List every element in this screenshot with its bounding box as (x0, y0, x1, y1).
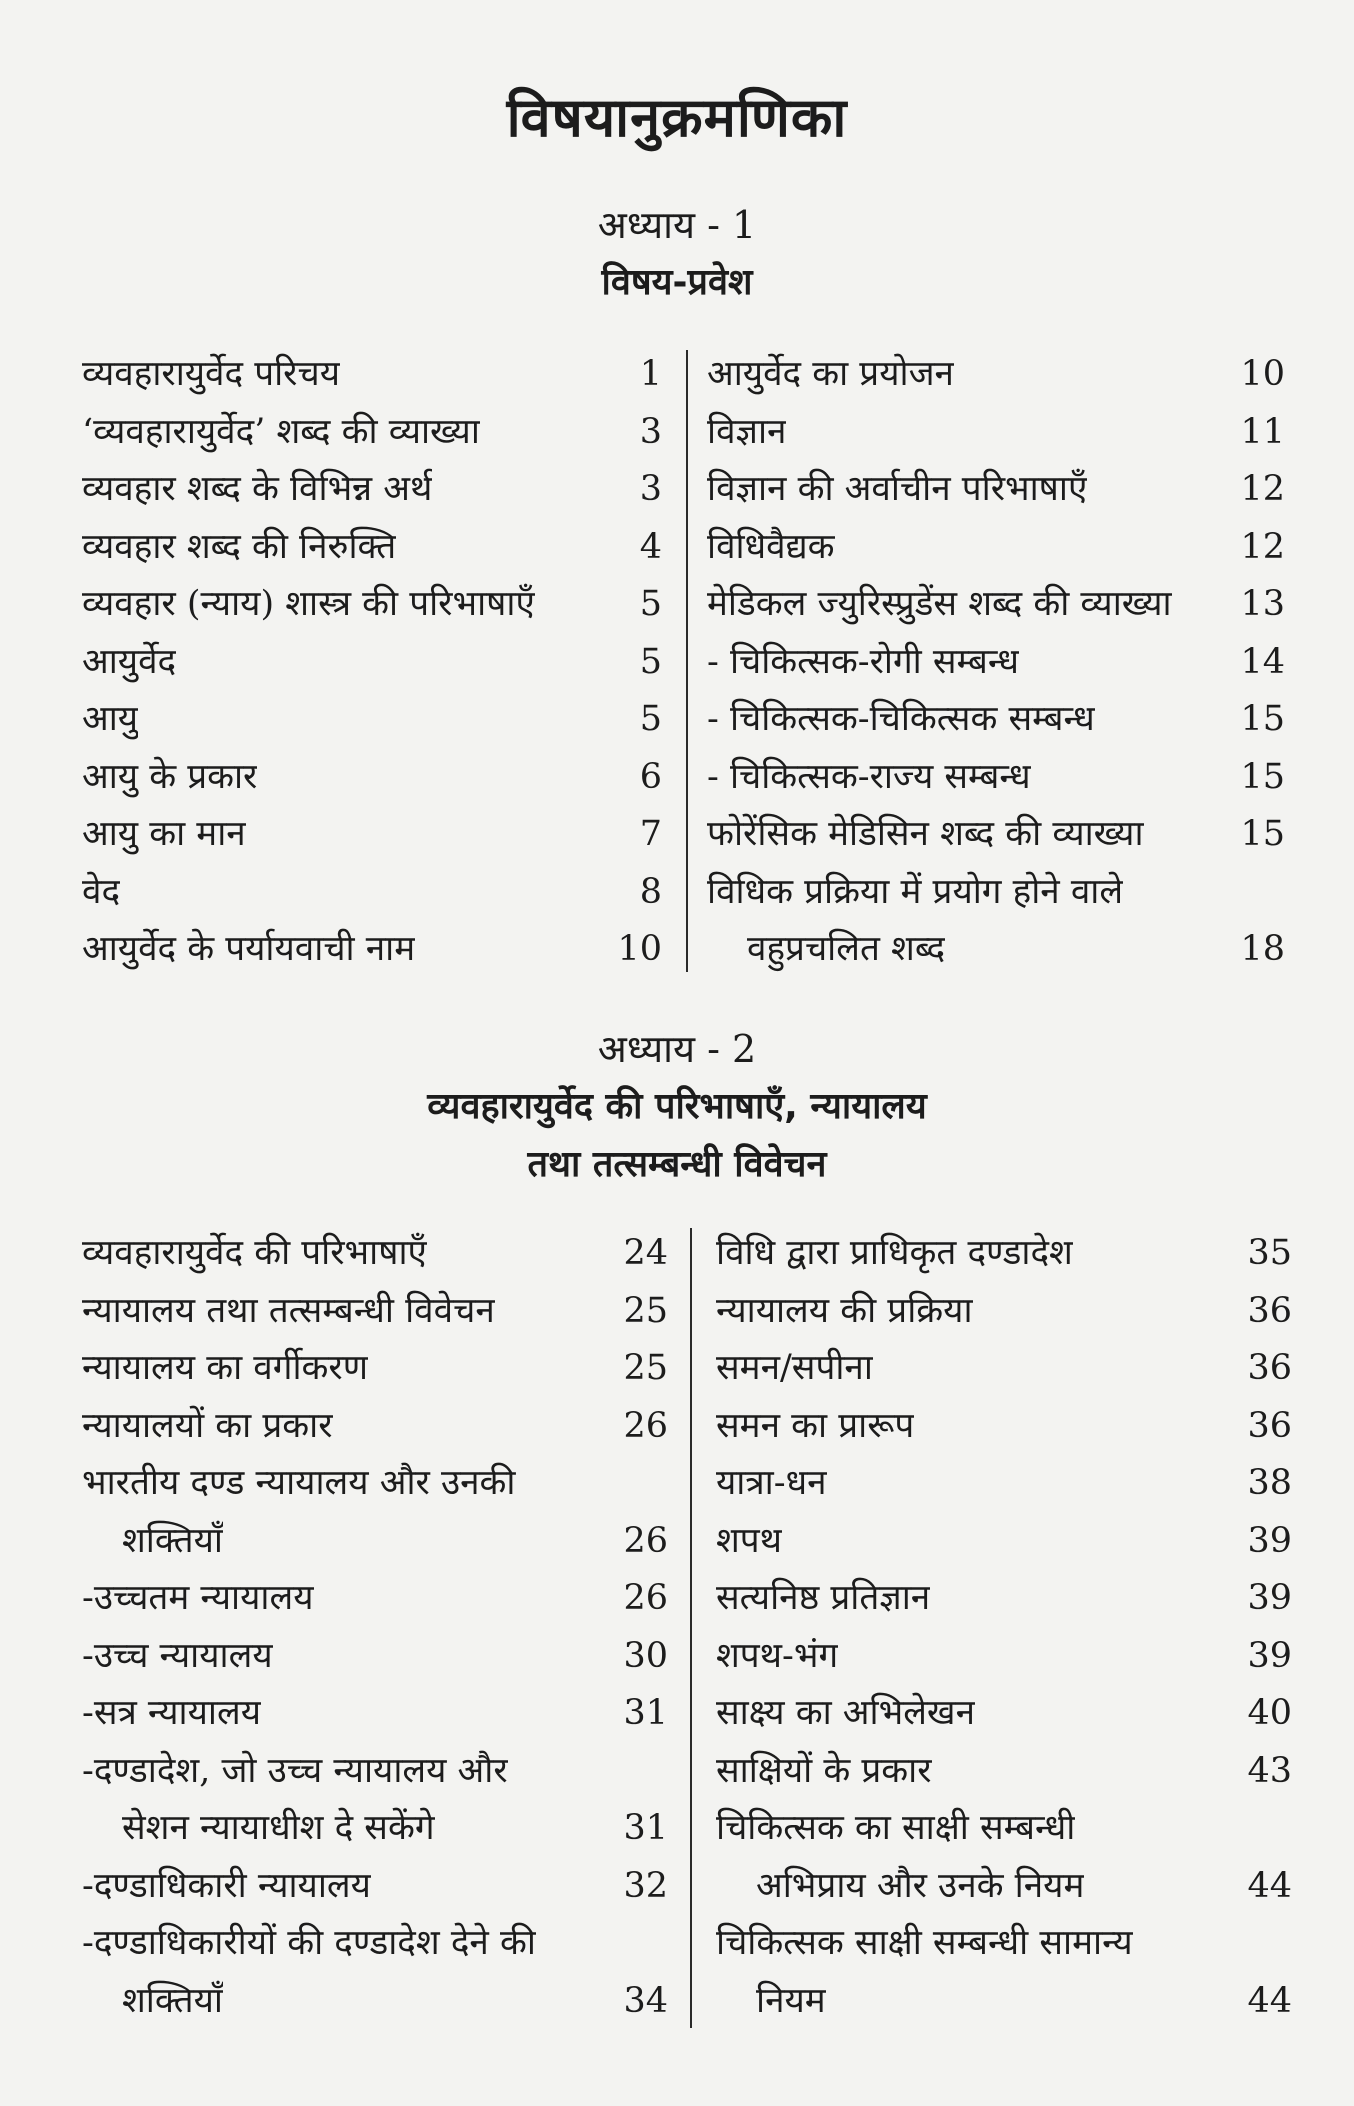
toc-entry (707, 921, 1285, 979)
toc-entry-page: 15 (1240, 814, 1285, 854)
toc-entry-page: 39 (1247, 1578, 1292, 1618)
toc-entry-page: 5 (639, 699, 662, 739)
toc-entry (716, 1570, 1292, 1628)
toc-entry-title: चिकित्सक का साक्षी सम्बन्धी (716, 1808, 1076, 1848)
toc-entry (82, 806, 662, 864)
toc-entry-title: -सत्र न्यायालय (82, 1693, 262, 1733)
toc-entry-page: 25 (623, 1290, 668, 1331)
toc-entry (82, 1455, 668, 1513)
toc-entry-title: आयु (82, 699, 139, 739)
toc-entry (716, 1513, 1292, 1571)
chapter-title: तथा तत्सम्बन्धी विवेचन (527, 1144, 827, 1185)
toc-entry-page: 12 (1240, 526, 1285, 567)
chapter-2-heading (0, 1020, 1354, 1194)
toc-entry-page: 32 (623, 1865, 668, 1906)
toc-entry (82, 1513, 668, 1571)
chapter-2-left-column (82, 1225, 668, 2030)
toc-entry-title: -दण्डादेश, जो उच्च न्यायालय और (82, 1750, 508, 1791)
toc-entry-title: -उच्च न्यायालय (82, 1635, 273, 1676)
toc-entry-page: 39 (1247, 1520, 1292, 1561)
toc-entry (716, 1685, 1292, 1743)
toc-entry-title: व्यवहार शब्द के विभिन्न अर्थ (82, 469, 433, 509)
toc-entry (82, 1800, 668, 1858)
toc-entry-page: 39 (1247, 1635, 1292, 1676)
toc-entry-page: 25 (623, 1348, 668, 1388)
toc-entry (716, 1283, 1292, 1341)
toc-entry-title: साक्ष्य का अभिलेखन (716, 1693, 975, 1733)
toc-entry (716, 1915, 1292, 1973)
toc-entry-page: 26 (623, 1405, 668, 1446)
toc-entry-page: 43 (1247, 1750, 1292, 1791)
chapter-title: विषय-प्रवेश (601, 262, 753, 303)
toc-entry-page: 15 (1240, 756, 1285, 797)
toc-entry-title: फोरेंसिक मेडिसिन शब्द की व्याख्या (707, 814, 1144, 854)
toc-entry-title: भारतीय दण्ड न्यायालय और उनकी (82, 1463, 516, 1503)
toc-entry (82, 346, 662, 404)
toc-entry-title: शक्तियाँ (122, 1980, 223, 2021)
toc-entry-title: -दण्डाधिकारी न्यायालय (82, 1865, 371, 1906)
toc-entry-title: व्यवहार शब्द की निरुक्ति (82, 526, 397, 567)
toc-entry-title: समन/सपीना (716, 1348, 873, 1388)
toc-entry (707, 749, 1285, 807)
toc-entry (82, 1858, 668, 1916)
toc-entry-title: - चिकित्सक-राज्य सम्बन्ध (707, 756, 1031, 797)
toc-entry-title: शक्तियाँ (122, 1520, 223, 1561)
toc-entry-title: चिकित्सक साक्षी सम्बन्धी सामान्य (716, 1923, 1133, 1963)
toc-entry-title: समन का प्रारूप (716, 1405, 915, 1446)
toc-entry (716, 1340, 1292, 1398)
toc-entry-page: 5 (639, 641, 662, 682)
toc-entry-title: शपथ (716, 1520, 783, 1561)
toc-entry-title: साक्षियों के प्रकार (716, 1750, 932, 1791)
toc-entry (707, 519, 1285, 577)
chapter-2-right-column (716, 1225, 1292, 2030)
toc-entry-page: 26 (623, 1520, 668, 1561)
toc-entry (82, 461, 662, 519)
toc-entry (82, 749, 662, 807)
toc-entry (82, 576, 662, 634)
toc-entry (707, 806, 1285, 864)
toc-entry (707, 691, 1285, 749)
toc-entry-title: सत्यनिष्ठ प्रतिज्ञान (716, 1578, 931, 1618)
toc-entry-title: व्यवहारायुर्वेद की परिभाषाएँ (82, 1233, 427, 1273)
column-divider (686, 350, 688, 972)
toc-entry-page: 3 (639, 411, 662, 452)
toc-entry (82, 1570, 668, 1628)
toc-entry (82, 1915, 668, 1973)
toc-entry (82, 1340, 668, 1398)
toc-entry (82, 691, 662, 749)
toc-entry (716, 1455, 1292, 1513)
toc-entry-page: 36 (1247, 1348, 1292, 1388)
toc-entry-page: 14 (1240, 641, 1285, 682)
toc-entry (707, 461, 1285, 519)
toc-entry-title: आयुर्वेद का प्रयोजन (707, 354, 954, 394)
toc-entry-title: आयु का मान (82, 814, 246, 854)
chapter-1-heading (0, 196, 1354, 312)
toc-entry (716, 1858, 1292, 1916)
toc-entry-title: आयुर्वेद (82, 641, 177, 682)
toc-entry-title: आयुर्वेद के पर्यायवाची नाम (82, 929, 416, 969)
toc-entry-title: आयु के प्रकार (82, 756, 258, 797)
page-title: विषयानुक्रमणिका (506, 86, 848, 149)
toc-entry-page: 30 (623, 1635, 668, 1676)
toc-entry-page: 36 (1247, 1290, 1292, 1331)
toc-entry-page: 11 (1240, 411, 1285, 452)
toc-entry-title: विज्ञान (707, 411, 787, 452)
toc-entry-title: विधिवैद्यक (707, 526, 835, 567)
toc-entry-title: सेशन न्यायाधीश दे सकेंगे (122, 1808, 435, 1848)
chapter-1-right-column (707, 346, 1285, 979)
toc-entry-page: 13 (1240, 584, 1285, 624)
chapter-label: अध्याय - 2 (597, 1027, 757, 1071)
toc-entry (82, 519, 662, 577)
toc-entry-title: न्यायालयों का प्रकार (82, 1405, 333, 1446)
toc-entry-page: 3 (639, 469, 662, 509)
toc-entry-title: यात्रा-धन (716, 1463, 827, 1503)
chapter-1-left-column (82, 346, 662, 979)
toc-entry-title: न्यायालय की प्रक्रिया (716, 1290, 973, 1331)
toc-entry-page: 5 (639, 584, 662, 624)
toc-entry-title: वहुप्रचलित शब्द (747, 929, 946, 969)
toc-entry-page: 34 (623, 1980, 668, 2021)
toc-entry-title: -दण्डाधिकारीयों की दण्डादेश देने की (82, 1923, 536, 1963)
toc-entry (716, 1628, 1292, 1686)
toc-entry (82, 1225, 668, 1283)
toc-entry (82, 634, 662, 692)
toc-entry (707, 576, 1285, 634)
toc-entry-page: 15 (1240, 699, 1285, 739)
toc-entry (707, 404, 1285, 462)
chapter-label: अध्याय - 1 (597, 203, 757, 247)
toc-entry (716, 1398, 1292, 1456)
toc-entry-title: विधि द्वारा प्राधिकृत दण्डादेश (716, 1233, 1073, 1273)
toc-entry-page: 31 (623, 1693, 668, 1733)
toc-entry-page: 6 (639, 756, 662, 797)
toc-entry-page: 31 (623, 1808, 668, 1848)
toc-entry-page: 12 (1240, 469, 1285, 509)
toc-entry (707, 864, 1285, 922)
toc-entry-page: 10 (617, 929, 662, 969)
chapter-title: व्यवहारायुर्वेद की परिभाषाएँ, न्यायालय (427, 1086, 927, 1127)
toc-entry (716, 1800, 1292, 1858)
toc-entry (82, 404, 662, 462)
toc-entry (82, 1973, 668, 2031)
toc-entry (82, 1398, 668, 1456)
toc-entry-title: विज्ञान की अर्वाचीन परिभाषाएँ (707, 469, 1088, 509)
toc-entry-title: व्यवहार (न्याय) शास्त्र की परिभाषाएँ (82, 584, 535, 624)
toc-entry-title: अभिप्राय और उनके नियम (756, 1865, 1085, 1906)
toc-entry-title: विधिक प्रक्रिया में प्रयोग होने वाले (707, 871, 1124, 912)
toc-entry-title: ‘व्यवहारायुर्वेद’ शब्द की व्याख्या (82, 411, 480, 452)
toc-entry-page: 24 (623, 1233, 668, 1273)
toc-entry-title: व्यवहारायुर्वेद परिचय (82, 354, 341, 394)
toc-entry-title: -उच्चतम न्यायालय (82, 1578, 314, 1618)
toc-entry-page: 44 (1247, 1980, 1292, 2021)
toc-entry-page: 7 (639, 814, 662, 854)
toc-entry-page: 44 (1247, 1865, 1292, 1906)
toc-entry-title: - चिकित्सक-रोगी सम्बन्ध (707, 641, 1020, 682)
toc-entry-page: 10 (1240, 354, 1285, 394)
toc-entry-page: 26 (623, 1578, 668, 1618)
toc-entry-title: - चिकित्सक-चिकित्सक सम्बन्ध (707, 699, 1095, 739)
toc-entry (82, 1685, 668, 1743)
toc-entry-page: 4 (639, 526, 662, 567)
toc-entry (716, 1973, 1292, 2031)
toc-entry (82, 864, 662, 922)
toc-entry (82, 1628, 668, 1686)
column-divider (690, 1228, 692, 2028)
toc-entry (707, 346, 1285, 404)
toc-entry (716, 1225, 1292, 1283)
toc-entry-page: 40 (1247, 1693, 1292, 1733)
toc-entry-title: वेद (82, 871, 121, 912)
toc-entry-page: 38 (1247, 1463, 1292, 1503)
toc-entry (707, 634, 1285, 692)
toc-entry-page: 8 (639, 871, 662, 912)
toc-entry-title: शपथ-भंग (716, 1635, 839, 1676)
toc-entry-title: मेडिकल ज्युरिस्प्रुडेंस शब्द की व्याख्या (707, 584, 1172, 624)
toc-entry-page: 18 (1240, 929, 1285, 969)
toc-entry-page: 36 (1247, 1405, 1292, 1446)
toc-entry-page: 1 (639, 354, 662, 394)
toc-entry-title: न्यायालय का वर्गीकरण (82, 1348, 369, 1388)
toc-entry (716, 1743, 1292, 1801)
toc-entry-page: 35 (1247, 1233, 1292, 1273)
toc-entry-title: न्यायालय तथा तत्सम्बन्धी विवेचन (82, 1290, 495, 1331)
toc-entry-title: नियम (756, 1980, 826, 2021)
toc-entry (82, 1743, 668, 1801)
toc-entry (82, 1283, 668, 1341)
toc-entry (82, 921, 662, 979)
